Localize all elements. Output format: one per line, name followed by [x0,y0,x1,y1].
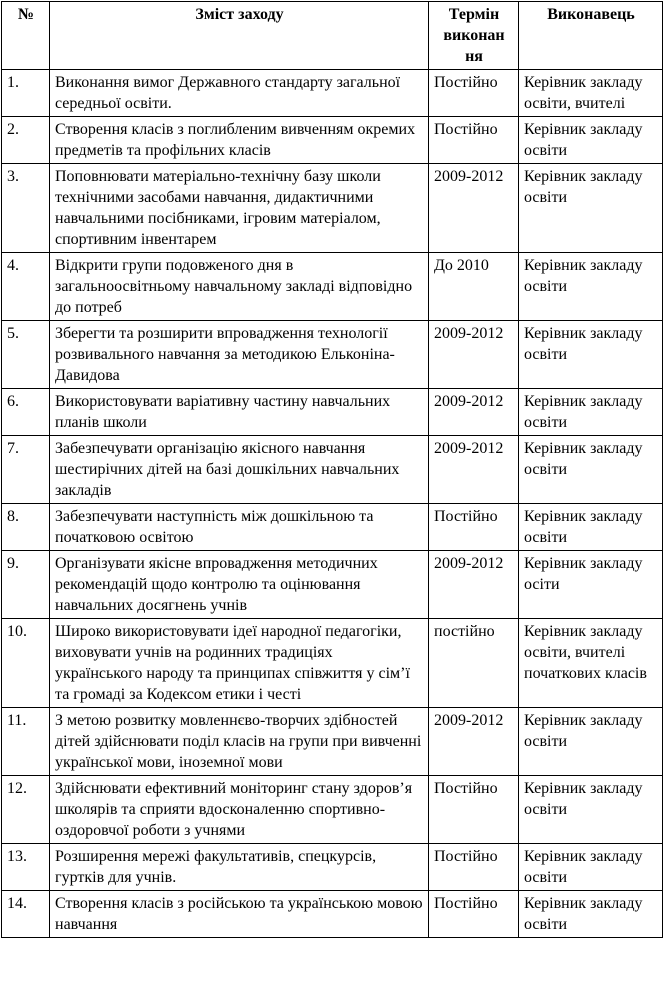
row-content: Створення класів з російською та українською мовою навчання [50,891,429,938]
row-term: 2009-2012 [429,551,519,619]
row-executor: Керівник закладу освіти [519,164,663,253]
row-executor: Керівник закладу освіти [519,504,663,551]
row-executor: Керівник закладу освіти [519,708,663,776]
table-row [2,70,663,117]
row-content: Використовувати варіативну частину навчальних планів школи [50,389,429,436]
row-term: 2009-2012 [429,389,519,436]
row-term: Постійно [429,117,519,164]
table-row [2,619,663,708]
row-term: Постійно [429,776,519,844]
row-number: 6. [2,389,50,436]
table-row [2,551,663,619]
row-term: Постійно [429,844,519,891]
measures-table [1,1,663,938]
row-content: Виконання вимог Державного стандарту загальної середньої освіти. [50,70,429,117]
row-number: 8. [2,504,50,551]
row-executor: Керівник закладу освіти [519,891,663,938]
row-executor: Керівник закладу освіти, вчителі [519,70,663,117]
header-number: № [2,2,50,70]
header-executor: Виконавець [519,2,663,70]
row-term: 2009-2012 [429,708,519,776]
row-executor: Керівник закладу освіти [519,436,663,504]
row-term: До 2010 [429,253,519,321]
row-executor: Керівник закладу освіти [519,389,663,436]
row-content: Здійснювати ефективний моніторинг стану здоров’я школярів та сприяти вдосконаленню спортивно-оздоровчої роботи з учнями [50,776,429,844]
row-content: Забезпечувати організацію якісного навчання шестирічних дітей на базі дошкільних навчальних закладів [50,436,429,504]
row-executor: Керівник закладу освіти, вчителі початкових класів [519,619,663,708]
row-number: 7. [2,436,50,504]
row-executor: Керівник закладу освіти [519,844,663,891]
table-row [2,389,663,436]
row-content: Зберегти та розширити впровадження технології розвивального навчання за методикою Ельконіна-Давидова [50,321,429,389]
row-number: 12. [2,776,50,844]
row-term: постійно [429,619,519,708]
row-number: 4. [2,253,50,321]
row-term: Постійно [429,70,519,117]
row-term: 2009-2012 [429,436,519,504]
header-term: Термін виконан ня [429,2,519,70]
row-content: Забезпечувати наступність між дошкільною та початковою освітою [50,504,429,551]
table-row [2,776,663,844]
row-content: Широко використовувати ідеї народної педагогіки, виховувати учнів на родинних традиціях українського народу та принципах співжиття у сім’ї та громаді за Кодексом етики і честі [50,619,429,708]
row-number: 11. [2,708,50,776]
row-executor: Керівник закладу освіти [519,253,663,321]
header-row [2,2,663,70]
row-number: 1. [2,70,50,117]
row-number: 10. [2,619,50,708]
row-executor: Керівник закладу освіти [519,321,663,389]
row-content: Розширення мережі факультативів, спецкурсів, гуртків для учнів. [50,844,429,891]
row-term: Постійно [429,891,519,938]
row-term: Постійно [429,504,519,551]
row-executor: Керівник закладу осіти [519,551,663,619]
table-body [2,70,663,938]
row-executor: Керівник закладу освіти [519,776,663,844]
row-number: 5. [2,321,50,389]
row-term: 2009-2012 [429,321,519,389]
row-term: 2009-2012 [429,164,519,253]
row-content: Організувати якісне впровадження методичних рекомендацій щодо контролю та оцінювання навчальних досягнень учнів [50,551,429,619]
row-number: 2. [2,117,50,164]
table-row [2,117,663,164]
table-row [2,253,663,321]
row-content: Поповнювати матеріально-технічну базу школи технічними засобами навчання, дидактичними навчальними посібниками, ігровим матеріалом, спортивним інвентарем [50,164,429,253]
row-number: 3. [2,164,50,253]
table-row [2,164,663,253]
table-header [2,2,663,70]
row-executor: Керівник закладу освіти [519,117,663,164]
table-row [2,844,663,891]
table-row [2,436,663,504]
table-row [2,891,663,938]
row-number: 14. [2,891,50,938]
row-number: 13. [2,844,50,891]
table-row [2,321,663,389]
row-content: Створення класів з поглибленим вивченням окремих предметів та профільних класів [50,117,429,164]
row-content: З метою розвитку мовленнєво-творчих здібностей дітей здійснювати поділ класів на групи при вивченні української мови, іноземної мови [50,708,429,776]
row-content: Відкрити групи подовженого дня в загальноосвітньому навчальному закладі відповідно до потреб [50,253,429,321]
table-row [2,504,663,551]
row-number: 9. [2,551,50,619]
table-row [2,708,663,776]
header-content: Зміст заходу [50,2,429,70]
